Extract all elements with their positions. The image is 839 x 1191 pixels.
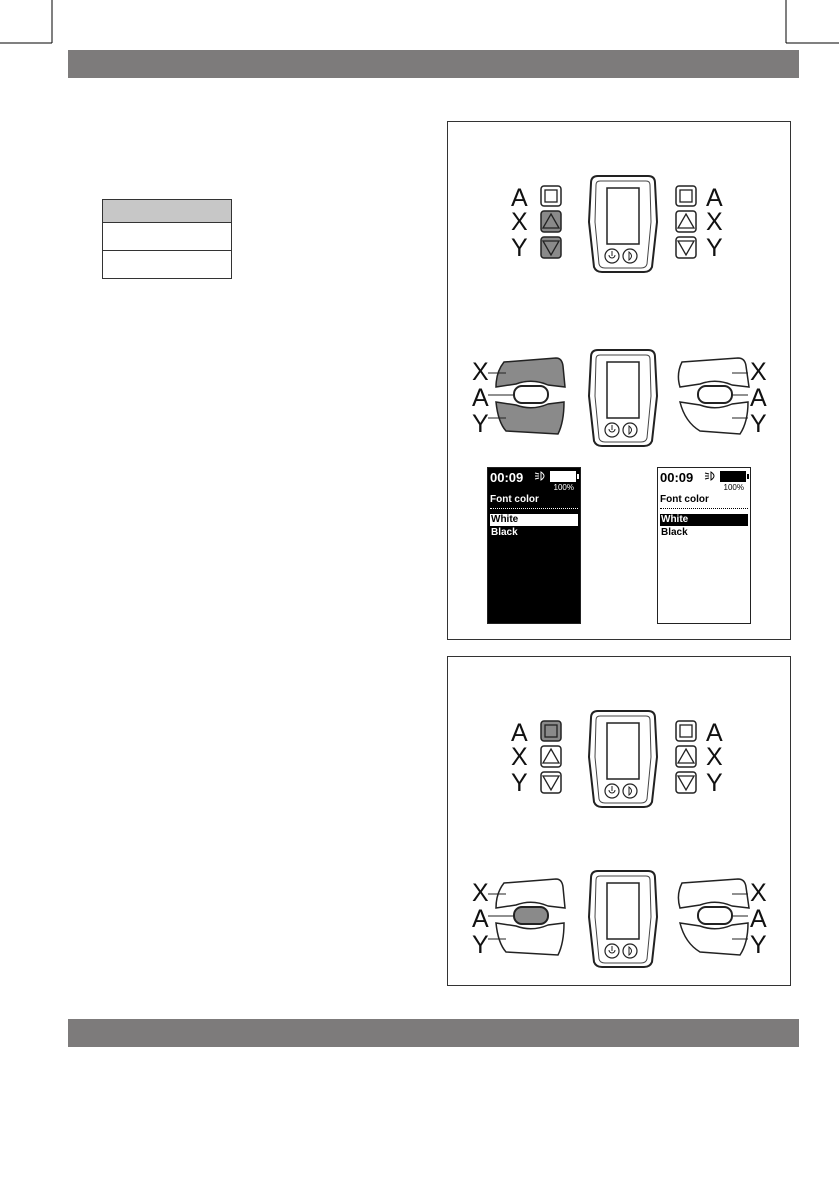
table-row	[103, 223, 232, 251]
label-y-right: Y	[706, 769, 723, 797]
label-x-right: X	[750, 358, 767, 386]
label-a-right: A	[750, 905, 767, 933]
label-x-right: X	[706, 743, 723, 771]
label-a-left: A	[472, 905, 489, 933]
triangle-down-button-icon	[541, 237, 561, 258]
square-button-icon	[541, 721, 561, 741]
label-a-right: A	[750, 384, 767, 412]
battery-percent: 100%	[723, 483, 744, 492]
battery-percent: 100%	[553, 483, 574, 492]
screen-black-font	[657, 467, 751, 624]
menu-divider	[490, 508, 578, 509]
label-y-left: Y	[472, 931, 489, 959]
cycle-computer-display	[589, 711, 657, 807]
square-button-icon	[676, 186, 696, 206]
label-x-left: X	[472, 879, 489, 907]
cycle-computer-display	[589, 176, 657, 272]
table-header-row	[103, 200, 232, 223]
label-x-left: X	[472, 358, 489, 386]
menu-title: Font color	[660, 494, 709, 505]
label-x-right: X	[706, 208, 723, 236]
figure-confirm-selection	[447, 656, 791, 986]
battery-icon	[550, 471, 576, 482]
table-row	[103, 251, 232, 279]
table-cell	[103, 223, 232, 251]
menu-title: Font color	[490, 494, 539, 505]
label-y-right: Y	[750, 931, 767, 959]
settings-table	[102, 199, 232, 279]
left-shifter-center-pressed	[488, 879, 565, 955]
label-a-left: A	[472, 384, 489, 412]
label-y-right: Y	[750, 410, 767, 438]
label-x-right: X	[750, 879, 767, 907]
label-a-right: A	[706, 719, 723, 747]
label-y-right: Y	[706, 234, 723, 262]
cycle-computer-display	[589, 350, 657, 446]
figure-2-drawing	[448, 657, 790, 985]
battery-icon	[720, 471, 746, 482]
square-button-icon	[676, 721, 696, 741]
label-x-left: X	[511, 208, 528, 236]
triangle-up-button-icon	[541, 746, 561, 767]
triangle-down-button-icon	[541, 772, 561, 793]
triangle-down-button-icon	[676, 772, 696, 793]
right-shifter	[678, 879, 749, 955]
label-y-left: Y	[511, 234, 528, 262]
menu-option-white[interactable]: White	[660, 514, 748, 526]
menu-option-black[interactable]: Black	[491, 527, 518, 538]
section-header-bar	[68, 1019, 799, 1047]
section-header-bar	[68, 50, 799, 78]
clock-time: 00:09	[490, 470, 524, 485]
label-y-left: Y	[511, 769, 528, 797]
cycle-computer-display	[589, 871, 657, 967]
menu-option-black[interactable]: Black	[661, 527, 688, 538]
label-a-left: A	[511, 184, 528, 212]
triangle-up-button-icon	[676, 211, 696, 232]
label-x-left: X	[511, 743, 528, 771]
headlight-icon	[704, 471, 718, 481]
table-header-cell	[103, 200, 232, 223]
right-shifter	[678, 358, 749, 434]
triangle-up-button-icon	[676, 746, 696, 767]
table-cell	[103, 251, 232, 279]
label-y-left: Y	[472, 410, 489, 438]
triangle-up-button-icon	[541, 211, 561, 232]
square-button-icon	[541, 186, 561, 206]
menu-option-white[interactable]: White	[490, 514, 578, 526]
figure-font-color-selection	[447, 121, 791, 640]
label-a-left: A	[511, 719, 528, 747]
label-a-right: A	[706, 184, 723, 212]
headlight-icon	[534, 471, 548, 481]
clock-time: 00:09	[660, 470, 694, 485]
triangle-down-button-icon	[676, 237, 696, 258]
menu-divider	[660, 508, 748, 509]
left-shifter-pressed	[488, 358, 565, 434]
screen-white-font	[487, 467, 581, 624]
